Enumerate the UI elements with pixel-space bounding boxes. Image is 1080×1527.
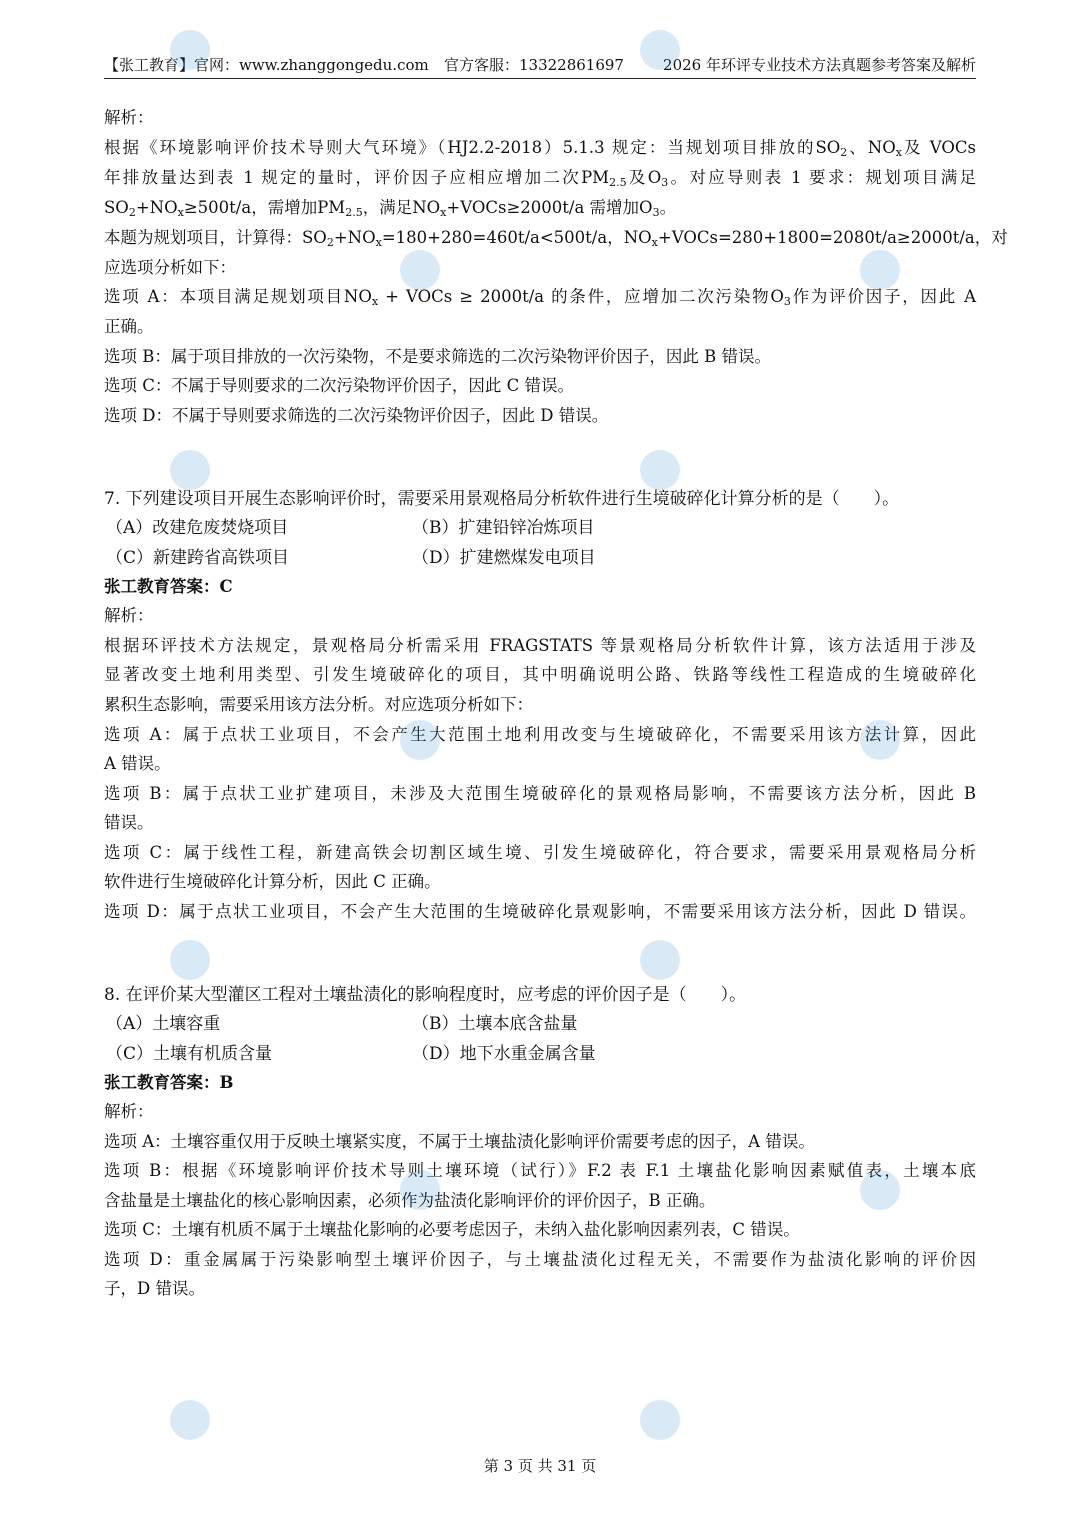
q7-analysis-line: 选项 A：属于点状工业项目，不会产生大范围土地利用改变与生境破碎化，不需要采用该方法计算，因此 (104, 725, 976, 744)
page-header (104, 54, 976, 79)
q6-analysis-line: 本题为规划项目，计算得：$SO_2+NO_x=180+280=460t/a<500t/a$，$NO_x+VOCs=280+1800=2080t/a\ge 2000t/a$，对 (104, 228, 1008, 249)
q6-analysis-line: $SO_2+NO_x\ge 500t/a$，需增加$PM_{2.5}$，满足$NO_x+VOCs\ge 2000t/a$ 需增加$O_3$。 (104, 198, 677, 219)
q7-analysis-line: 显著改变土地利用类型、引发生境破碎化的项目，其中明确说明公路、铁路等线性工程造成的生境破碎化 (104, 665, 976, 684)
q7-analysis-line: 错误。 (104, 813, 154, 832)
q6-option-a-analysis: 选项 A：本项目满足规划项目$NO_x$ + VOCs ≥ 2000t/a 的条件，应增加二次污染物$O_3$作为评价因子，因此 A (104, 287, 976, 308)
q7-analysis-line: 根据环评技术方法规定，景观格局分析需采用 FRAGSTATS 等景观格局分析软件计算，该方法适用于涉及 (104, 636, 976, 655)
q7-analysis-line: A 错误。 (104, 754, 171, 773)
q8-analysis-line: 选项 B：根据《环境影响评价技术导则土壤环境（试行）》F.2 表 F.1 土壤盐化影响因素赋值表，土壤本底 (104, 1161, 976, 1180)
q6-option-b-analysis: 选项 B：属于项目排放的一次污染物，不是要求筛选的二次污染物评价因子，因此 B 错误。 (104, 347, 771, 366)
q7-option-b: （B）扩建铅锌冶炼项目 (412, 518, 595, 538)
q8-option-b: （B）土壤本底含盐量 (412, 1014, 578, 1034)
q6-analysis-line: 应选项分析如下： (104, 258, 236, 277)
q8-analysis-label: 解析： (104, 1102, 154, 1121)
q8-analysis-line: 子，D 错误。 (104, 1279, 205, 1298)
q8-analysis-line: 选项 C：土壤有机质不属于土壤盐化影响的必要考虑因子，未纳入盐化影响因素列表，C 错误。 (104, 1220, 800, 1239)
q7-option-a: （A）改建危废焚烧项目 (106, 518, 289, 538)
q7-question: 7. 下列建设项目开展生态影响评价时，需要采用景观格局分析软件进行生境破碎化计算分析的是（ ）。 (104, 489, 900, 509)
q8-analysis-line: 选项 A：土壤容重仅用于反映土壤紧实度，不属于土壤盐渍化影响评价需要考虑的因子，A 错误。 (104, 1132, 815, 1151)
q8-option-a: （A）土壤容重 (106, 1014, 221, 1034)
q7-analysis-line: 累积生态影响，需要采用该方法分析。对应选项分析如下： (104, 695, 533, 714)
header-service-phone: 官方客服：13322861697 (444, 56, 624, 74)
q7-analysis-line: 软件进行生境破碎化计算分析，因此 C 正确。 (104, 872, 441, 891)
q6-option-c-analysis: 选项 C：不属于导则要求的二次污染物评价因子，因此 C 错误。 (104, 376, 574, 395)
q8-analysis-line: 选项 D：重金属属于污染影响型土壤评价因子，与土壤盐渍化过程无关，不需要作为盐渍化影响的评价因 (104, 1250, 976, 1269)
q7-option-d: （D）扩建燃煤发电项目 (412, 548, 596, 568)
q7-analysis-line: 选项 D：属于点状工业项目，不会产生大范围的生境破碎化景观影响，不需要采用该方法分析，因此 D 错误。 (104, 902, 976, 921)
q6-option-d-analysis: 选项 D：不属于导则要求筛选的二次污染物评价因子，因此 D 错误。 (104, 406, 609, 425)
q7-analysis-label: 解析： (104, 606, 154, 625)
q7-analysis-line: 选项 C：属于线性工程，新建高铁会切割区域生境、引发生境破碎化，符合要求，需要采用景观格局分析 (104, 843, 976, 862)
q8-option-c: （C）土壤有机质含量 (106, 1044, 273, 1064)
q7-option-c: （C）新建跨省高铁项目 (106, 548, 290, 568)
q6-analysis-line: 根据《环境影响评价技术导则大气环境》（HJ2.2-2018）5.1.3 规定：当规划项目排放的$SO_2$、$NO_x$及 VOCs (104, 138, 977, 159)
q7-answer: 张工教育答案：C (104, 577, 233, 596)
q7-analysis-line: 选项 B：属于点状工业扩建项目，未涉及大范围生境破碎化的景观格局影响，不需要该方法分析，因此 B (104, 784, 976, 803)
header-doc-title: 2026 年环评专业技术方法真题参考答案及解析 (663, 56, 976, 74)
q6-analysis-line: 年排放量达到表 1 规定的量时，评价因子应相应增加二次$PM_{2.5}$及$O_3$。对应导则表 1 要求：规划项目满足 (104, 168, 977, 189)
q8-answer: 张工教育答案：B (104, 1073, 234, 1092)
page-number: 第 3 页 共 31 页 (483, 1457, 597, 1475)
q6-option-a-analysis-cont: 正确。 (104, 317, 154, 336)
header-website: 【张工教育】官网：www.zhanggongedu.com (104, 56, 429, 74)
q8-analysis-line: 含盐量是土壤盐化的核心影响因素，必须作为盐渍化影响评价的评价因子，B 正确。 (104, 1191, 716, 1210)
q6-analysis-label: 解析： (104, 108, 154, 127)
q8-option-d: （D）地下水重金属含量 (412, 1044, 596, 1064)
q8-question: 8. 在评价某大型灌区工程对土壤盐渍化的影响程度时，应考虑的评价因子是（ ）。 (104, 985, 747, 1005)
